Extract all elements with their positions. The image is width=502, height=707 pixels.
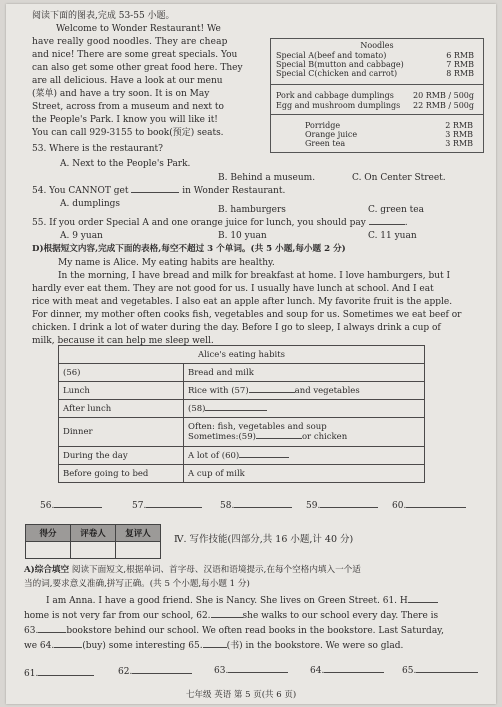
alice-passage-line: My name is Alice. My eating habits are healthy. xyxy=(58,258,275,268)
menu-item-price: 3 RMB xyxy=(445,130,473,139)
q55-stem: 55. If you order Special A and one orange juice for lunch, you should pay xyxy=(32,218,366,228)
line-text: I am Anna. I have a good friend. She is Nancy. She lives on Green Street. 61. H xyxy=(46,596,408,606)
cell-text: or chicken xyxy=(301,432,348,442)
alice-passage-line: In the morning, I have bread and milk for breakfast at home. I love hamburgers, but I xyxy=(58,271,451,281)
answer-number: 59. xyxy=(306,501,321,511)
score-cell[interactable] xyxy=(26,542,71,559)
q54-stem: 54. You CANNOT get xyxy=(32,186,129,196)
menu-item xyxy=(276,51,476,60)
table-cell xyxy=(184,447,425,465)
section-a-heading xyxy=(24,565,361,576)
answer-blank[interactable] xyxy=(239,457,289,458)
q55-option-b: B. 10 yuan xyxy=(218,231,267,241)
alice-passage-line: For dinner, my mother often cooks fish, vegetables and soup for us. Sometimes we eat beef or xyxy=(32,310,462,320)
answer-blank[interactable] xyxy=(406,507,466,508)
answer-blank[interactable] xyxy=(38,632,66,633)
menu-item-name: Green tea xyxy=(305,139,346,148)
menu-item xyxy=(305,121,475,130)
answer-label xyxy=(118,667,192,678)
answer-blank[interactable] xyxy=(408,602,438,603)
section-a-line xyxy=(24,611,438,622)
answer-blank[interactable] xyxy=(249,392,295,393)
section-a-label: A)综合填空 xyxy=(24,565,70,575)
q55-option-a: A. 9 yuan xyxy=(60,231,103,241)
line-text: (buy) some interesting 65. xyxy=(82,641,203,651)
answer-number: 60. xyxy=(392,501,407,511)
menu-divider xyxy=(271,114,483,115)
q54-stem-end: in Wonder Restaurant. xyxy=(182,186,286,196)
table-cell: Bread and milk xyxy=(184,364,425,382)
menu-item xyxy=(305,130,475,139)
cell-text: Often: fish, vegetables and soup xyxy=(188,422,327,432)
menu-item xyxy=(276,69,476,78)
answer-number: 61. xyxy=(24,669,39,679)
answer-blank[interactable] xyxy=(228,672,288,673)
table-row xyxy=(59,400,425,418)
menu-item-name: Pork and cabbage dumplings xyxy=(276,91,394,100)
answer-label xyxy=(132,501,202,512)
menu-item-price: 8 RMB xyxy=(446,69,474,78)
answer-blank[interactable] xyxy=(132,673,192,674)
menu-item-price: 2 RMB xyxy=(445,121,473,130)
answer-label xyxy=(392,501,466,512)
table-cell: Before going to bed xyxy=(59,465,184,483)
menu-item-price: 6 RMB xyxy=(446,51,474,60)
menu-item-price: 7 RMB xyxy=(446,60,474,69)
menu-item xyxy=(276,101,476,110)
table-cell xyxy=(184,382,425,400)
answer-blank[interactable] xyxy=(146,507,202,508)
alice-passage-line: chicken. I drink a lot of water during the day. Before I go to sleep, I always drink a cup of xyxy=(32,323,441,333)
answer-blank[interactable] xyxy=(54,507,102,508)
answer-label xyxy=(40,501,102,512)
answer-blank[interactable] xyxy=(54,647,82,648)
passage-line: the People's Park. I know you will like it! xyxy=(32,115,218,125)
answer-label xyxy=(214,666,288,677)
menu-noodles-title: Noodles xyxy=(360,41,394,50)
answer-blank[interactable] xyxy=(234,507,292,508)
reviewer-cell[interactable] xyxy=(116,542,161,559)
q54-option-b: B. hamburgers xyxy=(218,205,286,215)
table-cell: After lunch xyxy=(59,400,184,418)
answer-blank[interactable] xyxy=(320,507,378,508)
answer-label xyxy=(24,669,94,680)
q53-option-b: B. Behind a museum. xyxy=(218,173,316,183)
q53-option-a: A. Next to the People's Park. xyxy=(60,159,191,169)
alice-passage-line: rice with meat and vegetables. I also eat an apple after lunch. My favorite fruit is the apple. xyxy=(32,297,453,307)
menu-item-name: Egg and mushroom dumplings xyxy=(276,101,401,110)
passage-line: Welcome to Wonder Restaurant! We xyxy=(56,24,221,34)
q54-option-c: C. green tea xyxy=(368,205,424,215)
answer-number: 57. xyxy=(132,501,147,511)
table-cell xyxy=(184,400,425,418)
answer-number: 56. xyxy=(40,501,55,511)
menu-item xyxy=(276,60,476,69)
section-a-line xyxy=(24,641,403,652)
cell-text: and vegetables xyxy=(294,385,360,396)
section-iv-heading: Ⅳ. 写作技能(四部分,共 16 小题,计 40 分) xyxy=(174,534,354,545)
menu-divider xyxy=(271,84,483,85)
table-row xyxy=(59,364,425,382)
answer-blank[interactable] xyxy=(416,672,478,673)
line-text: we 64. xyxy=(24,641,55,651)
cell-text: Rice with (57) xyxy=(188,385,249,396)
table-cell xyxy=(184,418,425,447)
answer-blank[interactable] xyxy=(256,438,302,439)
table-cell: (56) xyxy=(59,364,184,382)
passage-line: can also get some other great food here. They xyxy=(32,63,243,73)
line-text: home is not very far from our school, 62. xyxy=(24,611,211,621)
answer-label xyxy=(402,666,478,677)
answer-label xyxy=(310,666,384,677)
table-cell: Dinner xyxy=(59,418,184,447)
answer-number: 62. xyxy=(118,667,133,677)
answer-number: 65. xyxy=(402,666,417,676)
answer-blank[interactable] xyxy=(205,410,267,411)
cell-text: A lot of (60) xyxy=(188,450,240,461)
alice-passage-line: hardly ever eat them. They are not good for us. I usually have lunch at school. And I eat xyxy=(32,284,434,294)
passage-line: and nice! There are some great specials. You xyxy=(32,50,238,60)
score-box xyxy=(25,524,161,559)
q53-option-c: C. On Center Street. xyxy=(352,173,446,183)
passage-line: have really good noodles. They are cheap xyxy=(32,37,228,47)
table-cell: A cup of milk xyxy=(184,465,425,483)
section-a-heading-line2: 当的词,要求意义准确,拼写正确。(共 5 个小题,每小题 1 分) xyxy=(24,579,250,589)
grader-header: 评卷人 xyxy=(71,525,116,542)
passage-line: Street, across from a museum and next to xyxy=(32,102,224,112)
score-header: 得分 xyxy=(26,525,71,542)
line-text: bookstore behind our school. We often read books in the bookstore. Last Saturday, xyxy=(66,626,444,636)
alice-eating-habits-table xyxy=(58,345,425,483)
section-a-line xyxy=(24,626,444,637)
answer-blank[interactable] xyxy=(203,647,227,648)
q55-stem-end: . xyxy=(404,218,408,228)
q55-option-c: C. 11 yuan xyxy=(368,231,417,241)
question-55 xyxy=(32,218,408,229)
section-d-heading: D)根据短文内容,完成下面的表格,每空不超过 3 个单词。(共 5 小题,每小题 2 分) xyxy=(32,244,346,254)
cell-text: (58) xyxy=(188,403,206,414)
menu-item xyxy=(305,139,475,148)
alice-passage-line: milk, because it can help me sleep well. xyxy=(32,336,214,346)
table-row xyxy=(59,465,425,483)
line-text: she walks to our school every day. There is xyxy=(242,611,439,621)
exam-page xyxy=(6,4,496,704)
answer-label xyxy=(306,501,378,512)
menu-item-name: Special A(beef and tomato) xyxy=(276,51,387,60)
q54-option-a: A. dumplings xyxy=(60,199,121,209)
menu-item-price: 20 RMB / 500g xyxy=(413,91,474,100)
passage-line: (菜单) and have a try soon. It is on May xyxy=(32,89,210,99)
menu-item-price: 22 RMB / 500g xyxy=(413,101,474,110)
answer-blank[interactable] xyxy=(369,224,405,225)
line-text: 63. xyxy=(24,626,39,636)
menu-item-name: Porridge xyxy=(305,121,341,130)
menu-item-name: Orange juice xyxy=(305,130,358,139)
answer-blank[interactable] xyxy=(131,192,179,193)
passage-line: You can call 929-3155 to book(预定) seats. xyxy=(32,128,224,138)
table-row xyxy=(59,382,425,400)
menu-item-name: Special B(mutton and cabbage) xyxy=(276,60,404,69)
line-text: (书) in the bookstore. We were so glad. xyxy=(226,641,404,651)
answer-number: 64. xyxy=(310,666,325,676)
answer-number: 63. xyxy=(214,666,229,676)
table-row xyxy=(59,418,425,447)
cell-text: Sometimes:(59) xyxy=(188,432,256,442)
answer-number: 58. xyxy=(220,501,235,511)
section-c-intro: 阅读下面的图表,完成 53-55 小题。 xyxy=(32,11,175,21)
restaurant-menu xyxy=(270,38,484,153)
table-title: Alice's eating habits xyxy=(59,346,425,364)
table-cell: Lunch xyxy=(59,382,184,400)
grader-cell[interactable] xyxy=(71,542,116,559)
page-footer: 七年级 英语 第 5 页(共 6 页) xyxy=(186,690,297,700)
answer-blank[interactable] xyxy=(38,675,94,676)
table-row xyxy=(59,447,425,465)
menu-item xyxy=(276,91,476,100)
section-a-line xyxy=(46,596,438,607)
passage-line: are all delicious. Have a look at our menu xyxy=(32,76,223,86)
answer-label xyxy=(220,501,292,512)
menu-item-price: 3 RMB xyxy=(445,139,473,148)
answer-blank[interactable] xyxy=(324,672,384,673)
section-a-instructions: 阅读下面短文,根据单词、首字母、汉语和语境提示,在每个空格内填入一个适 xyxy=(71,565,361,575)
table-cell: During the day xyxy=(59,447,184,465)
question-54 xyxy=(32,186,285,197)
reviewer-header: 复评人 xyxy=(116,525,161,542)
answer-blank[interactable] xyxy=(211,617,243,618)
question-53: 53. Where is the restaurant? xyxy=(32,144,163,154)
menu-item-name: Special C(chicken and carrot) xyxy=(276,69,398,78)
